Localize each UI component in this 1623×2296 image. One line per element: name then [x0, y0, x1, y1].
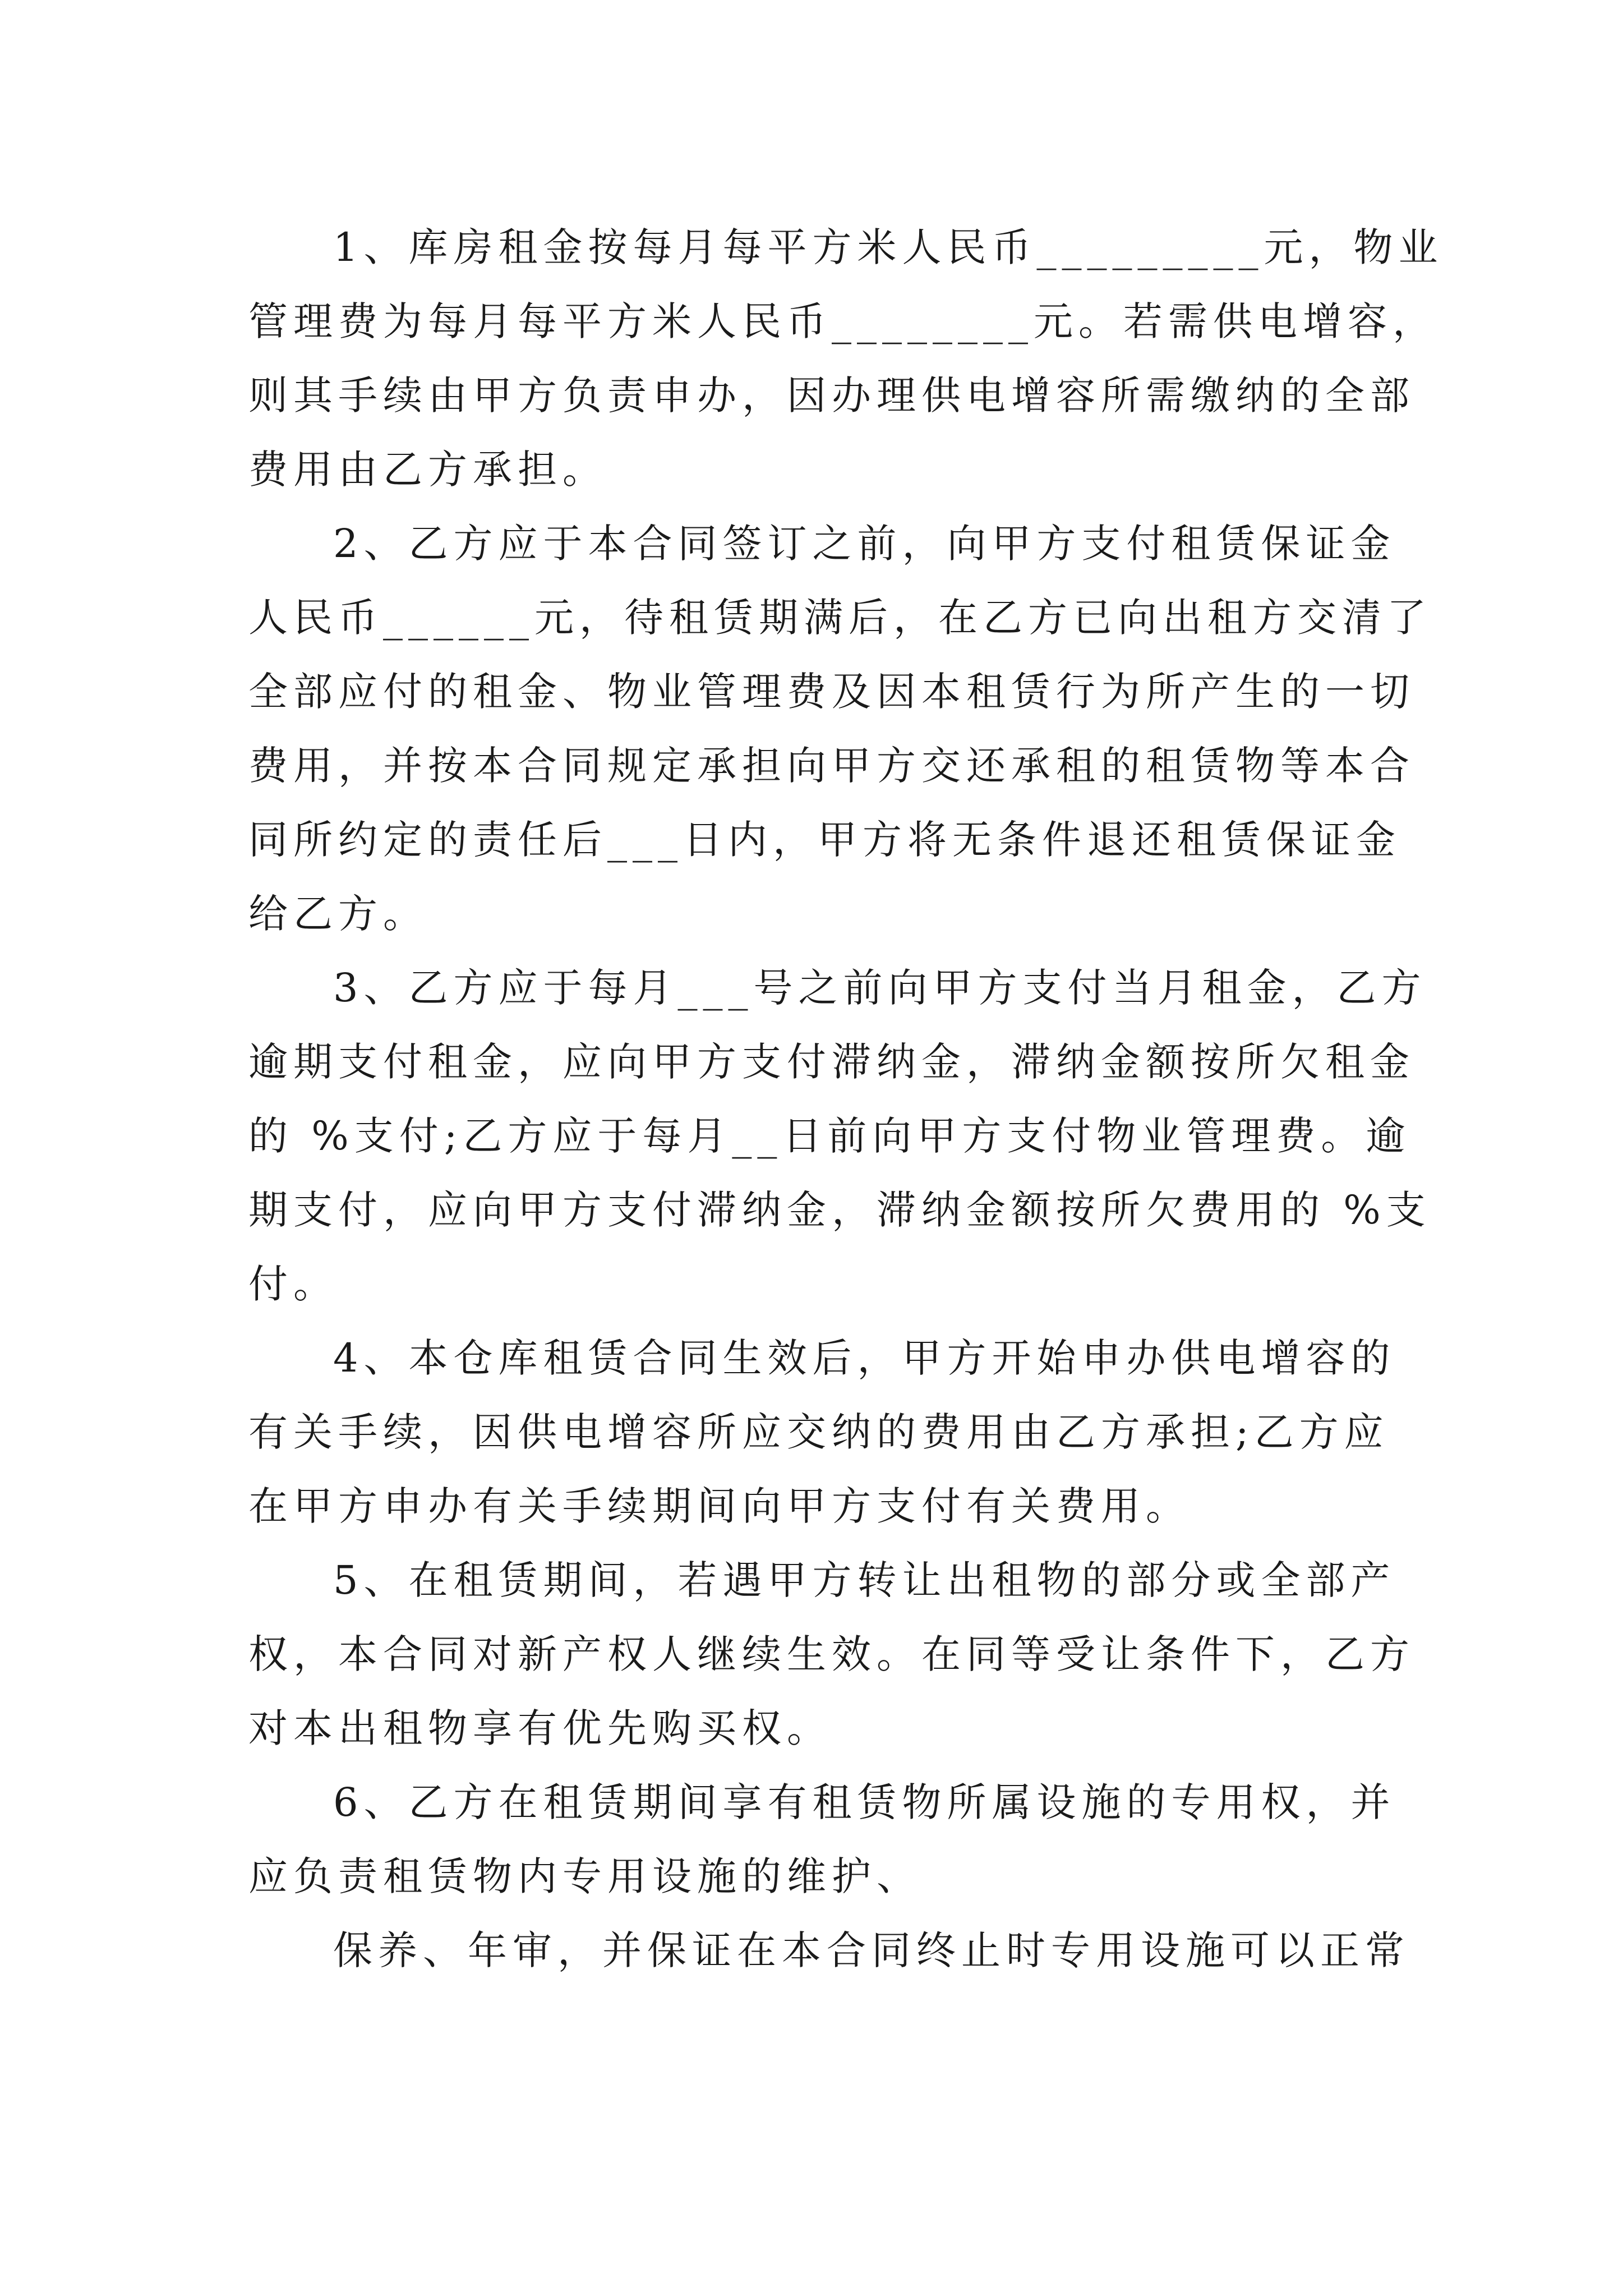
- document-body: [248, 210, 1444, 1987]
- text-line: 人民币______元，待租赁期满后，在乙方已向出租方交清了: [248, 595, 1432, 641]
- text-line: 期支付，应向甲方支付滞纳金，滞纳金额按所欠费用的 %支: [248, 1187, 1431, 1233]
- text-line: 费用，并按本合同规定承担向甲方交还承租的租赁物等本合: [248, 743, 1415, 789]
- text-line: 2、乙方应于本合同签订之前，向甲方支付租赁保证金: [333, 521, 1396, 567]
- text-line: 的 %支付;乙方应于每月__日前向甲方支付物业管理费。逾: [248, 1113, 1411, 1159]
- text-line: 3、乙方应于每月___号之前向甲方支付当月租金，乙方: [333, 965, 1427, 1011]
- text-line: 全部应付的租金、物业管理费及因本租赁行为所产生的一切: [248, 669, 1415, 715]
- paragraph-power-capacity: [248, 1321, 1396, 1543]
- paragraph-property-transfer: [248, 1543, 1415, 1765]
- text-line: 给乙方。: [248, 891, 428, 937]
- text-line: 在甲方申办有关手续期间向甲方支付有关费用。: [248, 1483, 1191, 1529]
- paragraph-deposit: [248, 507, 1432, 951]
- text-line: 同所约定的责任后___日内，甲方将无条件退还租赁保证金: [248, 817, 1401, 863]
- text-line: 有关手续，因供电增容所应交纳的费用由乙方承担;乙方应: [248, 1409, 1389, 1455]
- text-line: 管理费为每月每平方米人民币________元。若需供电增容，: [248, 298, 1437, 344]
- paragraph-rent-fees: [248, 210, 1444, 507]
- text-line: 6、乙方在租赁期间享有租赁物所属设施的专用权，并: [333, 1779, 1396, 1825]
- text-line: 1、库房租金按每月每平方米人民币_________元，物业: [333, 224, 1444, 270]
- text-line: 则其手续由甲方负责申办，因办理供电增容所需缴纳的全部: [248, 372, 1415, 418]
- paragraph-maintenance: [248, 1913, 1410, 1987]
- text-line: 费用由乙方承担。: [248, 447, 607, 493]
- text-line: 付。: [248, 1261, 338, 1307]
- text-line: 逾期支付租金，应向甲方支付滞纳金，滞纳金额按所欠租金: [248, 1039, 1415, 1085]
- text-line: 5、在租赁期间，若遇甲方转让出租物的部分或全部产: [333, 1557, 1396, 1603]
- text-line: 4、本仓库租赁合同生效后，甲方开始申办供电增容的: [333, 1335, 1396, 1381]
- text-line: 应负责租赁物内专用设施的维护、: [248, 1853, 921, 1899]
- paragraph-facility-rights: [248, 1765, 1396, 1913]
- text-line: 保养、年审，并保证在本合同终止时专用设施可以正常: [333, 1927, 1410, 1973]
- paragraph-payment-schedule: [248, 951, 1431, 1321]
- text-line: 对本出租物享有优先购买权。: [248, 1705, 832, 1751]
- text-line: 权，本合同对新产权人继续生效。在同等受让条件下，乙方: [248, 1631, 1415, 1677]
